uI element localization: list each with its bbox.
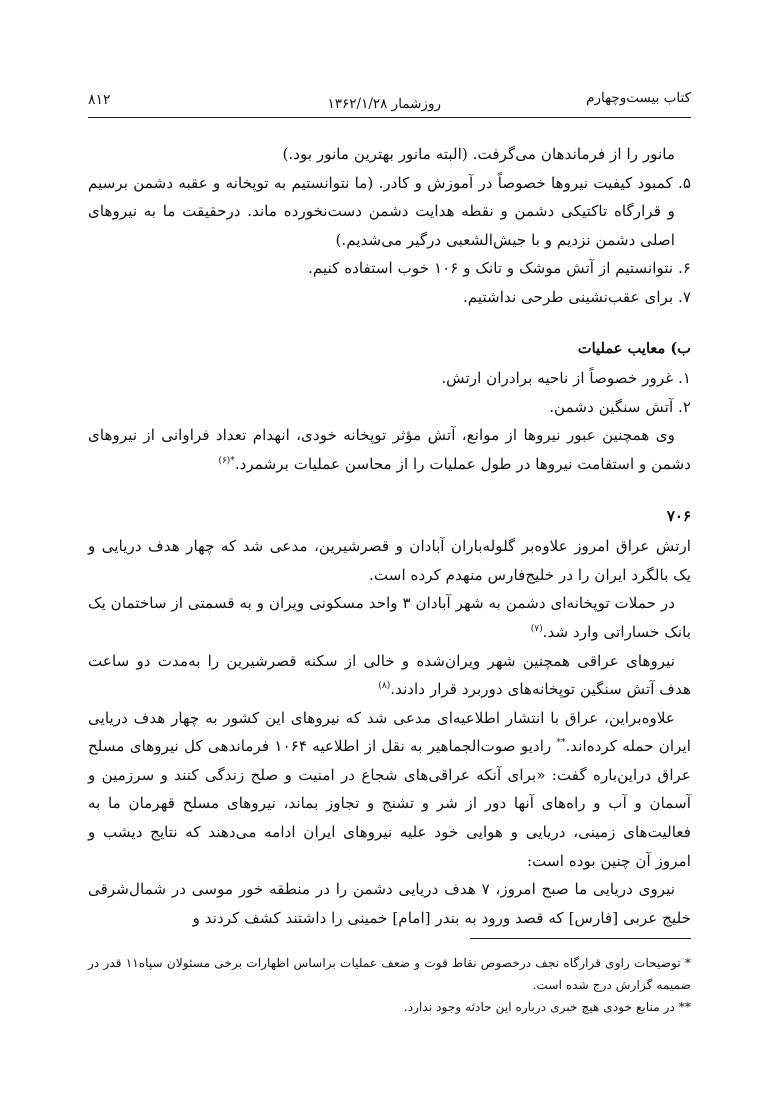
continued-line: مانور را از فرماندهان می‌گرفت. (البته مانور بهترین مانور بود.) xyxy=(282,145,675,163)
section-heading: ب) معایب عملیات xyxy=(577,339,691,357)
entry-paragraph-3-text: نیروهای عراقی همچنین شهر ویران‌شده و خالی از سکنه قصرشیرین را به‌مدت دو ساعت هدف آتش سنگین توپخانه‌های دوربرد قرار دادند. xyxy=(88,651,691,699)
header-rule xyxy=(88,117,691,118)
entry-paragraph-4b-text: رادیو صوت‌الجماهیر به نقل از اطلاعیه ۱۰۶۴ فرماندهی کل نیروهای مسلح عراق دراین‌باره گفت: «برای آنکه عراقی‌های شجاع در امنیت و صلح زندگی کنند و سرزمین و آسمان و آب و راه‌های آنها دور از شر و تشنج و تجاوز بماند، نیروهای مسلح قهرمان ما به فعالیت‌های زمینی، دریایی و هوایی خود علیه نیروهای ایران ادامه می‌دهند که نتایج دیشب و امروز آن چنین بوده است: xyxy=(88,737,691,870)
footnote-1: * توضیحات راوی قرارگاه نجف درخصوص نقاط قوت و ضعف عملیات براساس اظهارات برخی مسئولان سپاه۱۱ قدر در ضمیمه گزارش درج شده است. xyxy=(88,956,691,992)
entry-paragraph-1: ارتش عراق امروز علاوه‌بر گلوله‌باران آبادان و قصرشیرین، مدعی شد که چهار هدف دریایی و یک بالگرد ایران را در خلیج‌فارس منهدم کرده است. xyxy=(88,537,691,584)
header-date: روزشمار ۱۳۶۲/۱/۲۸ xyxy=(327,96,441,112)
list-item-6: ۶. نتوانستیم از آتش موشک و تانک و ۱۰۶ خوب استفاده کنیم. xyxy=(308,259,691,278)
entry-paragraph-4a-text: علاوه‌براین، عراق با انتشار اطلاعیه‌ای مدعی شد که نیروهای این کشور به چهار هدف دریایی ایران حمله کرده‌اند. xyxy=(88,708,691,756)
entry-paragraph-2-text: در حملات توپخانه‌ای دشمن به شهر آبادان ۳ واحد مسکونی ویران و به قسمتی از ساختمان یک بانک خساراتی وارد شد. xyxy=(88,594,691,641)
footnote-ref: ** xyxy=(556,738,566,749)
list-item-5: ۵. کمبود کیفیت نیروها خصوصاً در آموزش و کادر. (ما نتوانستیم به توپخانه و عقبه دشمن برسیم و قرارگاه تاکتیکی دشمن و نقطه هدایت دشمن دست‌نخورده ماند. درحقیقت ما به نیروهای اصلی دشمن نزدیم و با جیش‌الشعبی درگیر می‌شدیم.) xyxy=(88,173,691,249)
entry-paragraph-5: نیروی دریایی ما صبح امروز، ۷ هدف دریایی دشمن را در منطقه خور موسی در شمال‌شرقی خلیج عربی [فارس] که قصد ورود به بندر [امام] خمینی را داشتند کشف کردند و xyxy=(88,880,691,927)
footnote-ref: (۸) xyxy=(378,681,391,692)
page-number: ۸۱۲ xyxy=(88,92,111,108)
footnote-ref: *(۶) xyxy=(218,455,235,466)
footnote-2: ** در منابع خودی هیچ خبری درباره این حادثه وجود ندارد. xyxy=(403,1000,691,1014)
entry-paragraph-4 xyxy=(88,704,691,876)
entry-paragraph-2 xyxy=(88,589,691,646)
running-header xyxy=(88,90,691,116)
footnotes xyxy=(88,952,691,1018)
weakness-item-2: ۲. آتش سنگین دشمن. xyxy=(549,397,691,416)
entry-paragraph-3 xyxy=(88,647,691,704)
list-item-7: ۷. برای عقب‌نشینی طرحی نداشتیم. xyxy=(462,287,691,306)
entry-number: ۷۰۶ xyxy=(666,506,691,525)
strengths-text: وی همچنین عبور نیروها از موانع، آتش مؤثر توپخانه خودی، انهدام تعداد فراوانی از نیروهای دشمن و استقامت نیروها در طول عملیات را از محاسن عملیات برشمرد. xyxy=(88,426,691,473)
book-title: کتاب بیست‌وچهارم xyxy=(586,90,691,106)
strengths-paragraph xyxy=(88,421,691,478)
body-text xyxy=(88,140,691,932)
footnote-ref: (۷) xyxy=(530,623,543,634)
weakness-item-1: ۱. غرور خصوصاً از ناحیه برادران ارتش. xyxy=(441,369,691,388)
footnote-rule xyxy=(470,938,691,939)
